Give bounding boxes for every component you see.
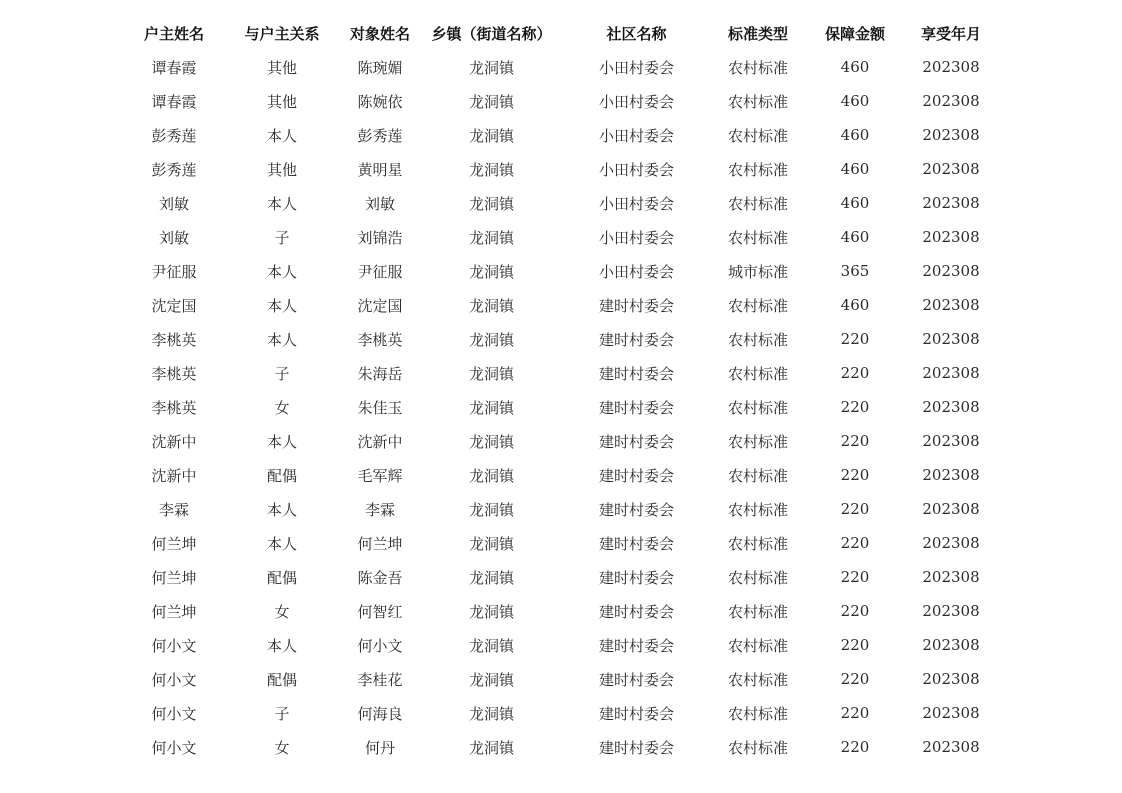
header-month: 享受年月 [920, 24, 981, 43]
cell-amount: 460 [840, 58, 870, 76]
cell-standard-type: 城市标准 [727, 262, 788, 281]
cell-month: 202308 [922, 636, 980, 654]
cell-township: 龙洞镇 [468, 228, 514, 247]
cell-month: 202308 [922, 568, 980, 586]
cell-householder-name: 沈新中 [151, 466, 197, 485]
cell-amount: 460 [840, 126, 870, 144]
cell-township: 龙洞镇 [468, 194, 514, 213]
cell-subject-name: 朱佳玉 [357, 398, 403, 417]
cell-standard-type: 农村标准 [727, 670, 788, 689]
cell-month: 202308 [922, 738, 980, 756]
table-row [120, 50, 994, 84]
cell-month: 202308 [922, 534, 980, 552]
cell-amount: 460 [840, 92, 870, 110]
header-amount: 保障金额 [824, 24, 885, 43]
table-row [120, 458, 994, 492]
cell-standard-type: 农村标准 [727, 126, 788, 145]
cell-standard-type: 农村标准 [727, 58, 788, 77]
cell-subject-name: 李桂花 [357, 670, 403, 689]
cell-householder-name: 何兰坤 [151, 534, 197, 553]
cell-township: 龙洞镇 [468, 330, 514, 349]
cell-householder-name: 刘敏 [158, 228, 189, 247]
cell-amount: 220 [840, 500, 870, 518]
cell-township: 龙洞镇 [468, 160, 514, 179]
cell-householder-name: 彭秀莲 [151, 126, 197, 145]
table-row [120, 560, 994, 594]
cell-relation: 女 [274, 398, 290, 417]
cell-township: 龙洞镇 [468, 466, 514, 485]
cell-subject-name: 尹征服 [357, 262, 403, 281]
cell-month: 202308 [922, 398, 980, 416]
cell-amount: 220 [840, 704, 870, 722]
cell-amount: 220 [840, 534, 870, 552]
cell-month: 202308 [922, 364, 980, 382]
cell-community: 建时村委会 [598, 398, 674, 417]
cell-subject-name: 刘敏 [364, 194, 395, 213]
cell-community: 建时村委会 [598, 466, 674, 485]
cell-community: 小田村委会 [598, 160, 674, 179]
cell-standard-type: 农村标准 [727, 228, 788, 247]
cell-community: 小田村委会 [598, 58, 674, 77]
cell-township: 龙洞镇 [468, 738, 514, 757]
cell-subject-name: 沈定国 [357, 296, 403, 315]
cell-community: 小田村委会 [598, 228, 674, 247]
cell-township: 龙洞镇 [468, 704, 514, 723]
cell-township: 龙洞镇 [468, 58, 514, 77]
header-relation: 与户主关系 [244, 24, 320, 43]
cell-amount: 460 [840, 228, 870, 246]
cell-community: 建时村委会 [598, 432, 674, 451]
cell-community: 建时村委会 [598, 670, 674, 689]
cell-relation: 本人 [266, 636, 297, 655]
cell-householder-name: 谭春霞 [151, 92, 197, 111]
table-row [120, 730, 994, 764]
cell-subject-name: 何丹 [364, 738, 395, 757]
table-row [120, 696, 994, 730]
cell-relation: 子 [274, 228, 290, 247]
cell-subject-name: 何兰坤 [357, 534, 403, 553]
cell-relation: 子 [274, 364, 290, 383]
cell-subject-name: 何智红 [357, 602, 403, 621]
cell-month: 202308 [922, 602, 980, 620]
cell-relation: 其他 [266, 92, 297, 111]
cell-amount: 220 [840, 602, 870, 620]
cell-month: 202308 [922, 160, 980, 178]
cell-householder-name: 何小文 [151, 704, 197, 723]
cell-relation: 本人 [266, 500, 297, 519]
cell-standard-type: 农村标准 [727, 194, 788, 213]
cell-standard-type: 农村标准 [727, 466, 788, 485]
cell-township: 龙洞镇 [468, 364, 514, 383]
cell-subject-name: 李桃英 [357, 330, 403, 349]
cell-standard-type: 农村标准 [727, 364, 788, 383]
table-row [120, 322, 994, 356]
cell-householder-name: 李桃英 [151, 330, 197, 349]
cell-community: 小田村委会 [598, 92, 674, 111]
cell-township: 龙洞镇 [468, 92, 514, 111]
table-row [120, 220, 994, 254]
cell-month: 202308 [922, 466, 980, 484]
cell-subject-name: 彭秀莲 [357, 126, 403, 145]
table-row [120, 356, 994, 390]
cell-subject-name: 陈金吾 [357, 568, 403, 587]
cell-standard-type: 农村标准 [727, 568, 788, 587]
cell-standard-type: 农村标准 [727, 534, 788, 553]
cell-householder-name: 李霖 [158, 500, 189, 519]
cell-relation: 本人 [266, 432, 297, 451]
cell-relation: 子 [274, 704, 290, 723]
cell-amount: 220 [840, 364, 870, 382]
table-row [120, 492, 994, 526]
cell-relation: 本人 [266, 296, 297, 315]
cell-relation: 本人 [266, 534, 297, 553]
cell-standard-type: 农村标准 [727, 398, 788, 417]
cell-standard-type: 农村标准 [727, 160, 788, 179]
cell-standard-type: 农村标准 [727, 296, 788, 315]
cell-month: 202308 [922, 126, 980, 144]
cell-township: 龙洞镇 [468, 500, 514, 519]
cell-township: 龙洞镇 [468, 568, 514, 587]
cell-township: 龙洞镇 [468, 670, 514, 689]
cell-subject-name: 沈新中 [357, 432, 403, 451]
cell-community: 建时村委会 [598, 636, 674, 655]
cell-amount: 220 [840, 330, 870, 348]
cell-householder-name: 何兰坤 [151, 602, 197, 621]
cell-month: 202308 [922, 58, 980, 76]
table-row [120, 254, 994, 288]
cell-householder-name: 尹征服 [151, 262, 197, 281]
cell-relation: 本人 [266, 194, 297, 213]
cell-community: 建时村委会 [598, 500, 674, 519]
cell-township: 龙洞镇 [468, 432, 514, 451]
cell-subject-name: 毛军辉 [357, 466, 403, 485]
cell-relation: 本人 [266, 126, 297, 145]
table-row [120, 526, 994, 560]
cell-subject-name: 黄明星 [357, 160, 403, 179]
header-subject-name: 对象姓名 [349, 24, 410, 43]
cell-amount: 220 [840, 398, 870, 416]
cell-standard-type: 农村标准 [727, 330, 788, 349]
cell-community: 建时村委会 [598, 568, 674, 587]
cell-community: 建时村委会 [598, 296, 674, 315]
cell-amount: 220 [840, 432, 870, 450]
cell-community: 小田村委会 [598, 262, 674, 281]
cell-month: 202308 [922, 670, 980, 688]
cell-month: 202308 [922, 194, 980, 212]
table-header [120, 16, 994, 50]
cell-relation: 女 [274, 738, 290, 757]
header-householder-name: 户主姓名 [143, 24, 204, 43]
cell-township: 龙洞镇 [468, 296, 514, 315]
cell-township: 龙洞镇 [468, 636, 514, 655]
cell-standard-type: 农村标准 [727, 602, 788, 621]
cell-amount: 220 [840, 636, 870, 654]
cell-month: 202308 [922, 262, 980, 280]
cell-relation: 本人 [266, 262, 297, 281]
cell-month: 202308 [922, 296, 980, 314]
cell-community: 建时村委会 [598, 534, 674, 553]
table-row [120, 118, 994, 152]
table-row [120, 152, 994, 186]
cell-month: 202308 [922, 92, 980, 110]
cell-standard-type: 农村标准 [727, 500, 788, 519]
table-row [120, 186, 994, 220]
cell-month: 202308 [922, 704, 980, 722]
table-row [120, 288, 994, 322]
cell-relation: 配偶 [266, 466, 297, 485]
cell-relation: 本人 [266, 330, 297, 349]
table-row [120, 424, 994, 458]
header-row [120, 16, 994, 50]
cell-amount: 220 [840, 568, 870, 586]
cell-amount: 460 [840, 194, 870, 212]
cell-householder-name: 刘敏 [158, 194, 189, 213]
header-standard-type: 标准类型 [727, 24, 788, 43]
cell-subject-name: 陈婉依 [357, 92, 403, 111]
table-row [120, 84, 994, 118]
cell-householder-name: 李桃英 [151, 398, 197, 417]
cell-community: 建时村委会 [598, 738, 674, 757]
cell-township: 龙洞镇 [468, 126, 514, 145]
cell-relation: 其他 [266, 160, 297, 179]
cell-relation: 女 [274, 602, 290, 621]
roster-table [120, 16, 994, 764]
cell-subject-name: 李霖 [364, 500, 395, 519]
cell-month: 202308 [922, 500, 980, 518]
cell-community: 建时村委会 [598, 602, 674, 621]
cell-subject-name: 朱海岳 [357, 364, 403, 383]
cell-subject-name: 何小文 [357, 636, 403, 655]
cell-standard-type: 农村标准 [727, 92, 788, 111]
cell-relation: 配偶 [266, 568, 297, 587]
table-row [120, 390, 994, 424]
cell-householder-name: 沈新中 [151, 432, 197, 451]
cell-community: 建时村委会 [598, 364, 674, 383]
cell-community: 小田村委会 [598, 126, 674, 145]
cell-householder-name: 何兰坤 [151, 568, 197, 587]
cell-standard-type: 农村标准 [727, 738, 788, 757]
cell-community: 建时村委会 [598, 704, 674, 723]
cell-month: 202308 [922, 228, 980, 246]
cell-subject-name: 陈琬媚 [357, 58, 403, 77]
cell-householder-name: 谭春霞 [151, 58, 197, 77]
cell-community: 建时村委会 [598, 330, 674, 349]
header-township: 乡镇（街道名称） [431, 24, 552, 43]
cell-standard-type: 农村标准 [727, 432, 788, 451]
cell-householder-name: 何小文 [151, 738, 197, 757]
cell-householder-name: 沈定国 [151, 296, 197, 315]
cell-community: 小田村委会 [598, 194, 674, 213]
cell-month: 202308 [922, 432, 980, 450]
cell-relation: 其他 [266, 58, 297, 77]
cell-township: 龙洞镇 [468, 262, 514, 281]
cell-amount: 220 [840, 738, 870, 756]
cell-amount: 460 [840, 296, 870, 314]
cell-amount: 220 [840, 466, 870, 484]
cell-amount: 220 [840, 670, 870, 688]
cell-standard-type: 农村标准 [727, 704, 788, 723]
cell-subject-name: 何海良 [357, 704, 403, 723]
table-body [120, 50, 994, 764]
header-community: 社区名称 [606, 24, 667, 43]
table-row [120, 628, 994, 662]
cell-relation: 配偶 [266, 670, 297, 689]
cell-householder-name: 何小文 [151, 670, 197, 689]
cell-householder-name: 李桃英 [151, 364, 197, 383]
cell-amount: 460 [840, 160, 870, 178]
cell-standard-type: 农村标准 [727, 636, 788, 655]
cell-householder-name: 何小文 [151, 636, 197, 655]
cell-subject-name: 刘锦浩 [357, 228, 403, 247]
cell-township: 龙洞镇 [468, 602, 514, 621]
cell-householder-name: 彭秀莲 [151, 160, 197, 179]
cell-township: 龙洞镇 [468, 398, 514, 417]
table-row [120, 594, 994, 628]
table-row [120, 662, 994, 696]
cell-month: 202308 [922, 330, 980, 348]
cell-amount: 365 [840, 262, 870, 280]
cell-township: 龙洞镇 [468, 534, 514, 553]
